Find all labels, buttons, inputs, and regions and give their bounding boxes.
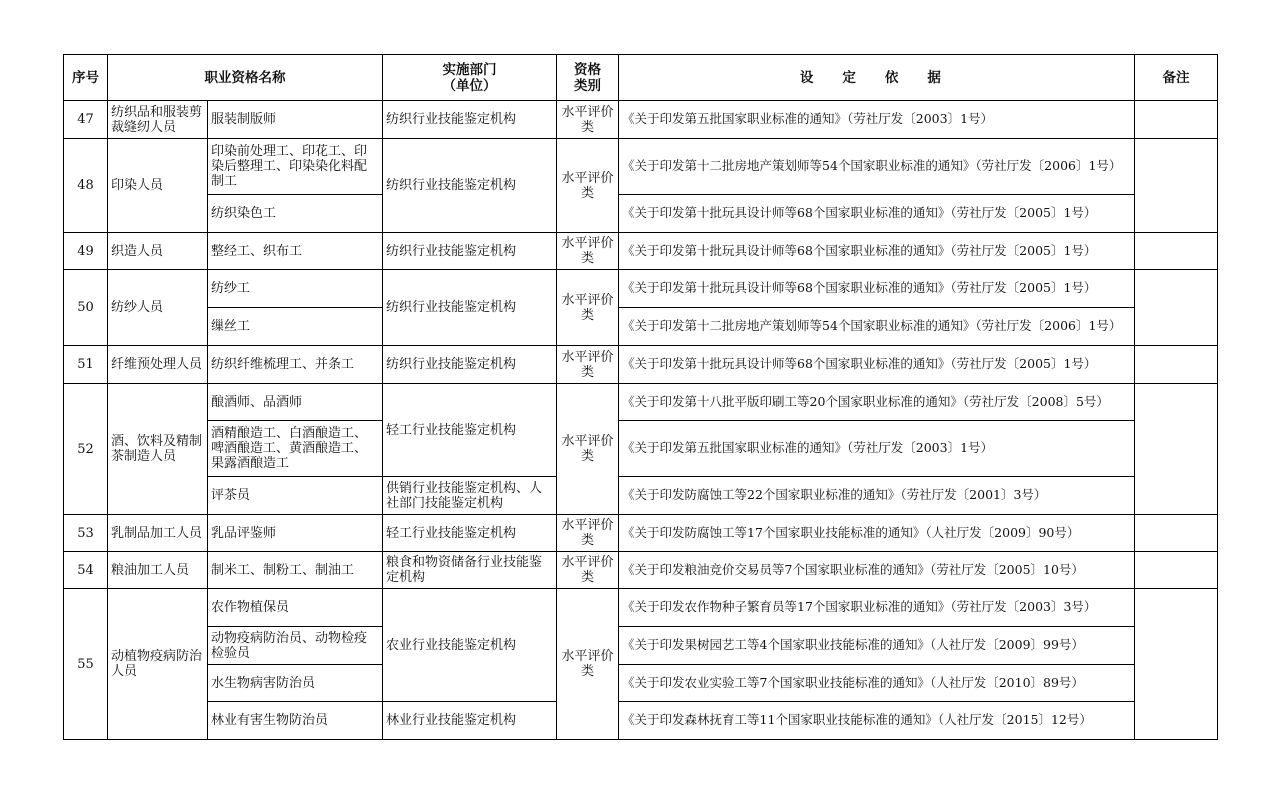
row-seq: 49 [64,233,108,270]
table-row [64,308,1218,346]
implementing-dept: 纺织行业技能鉴定机构 [383,101,557,139]
qualification-category: 水平评价类 [557,589,619,740]
implementing-dept: 轻工行业技能鉴定机构 [383,515,557,552]
header-seq: 序号 [64,55,108,101]
legal-basis: 《关于印发防腐蚀工等22个国家职业标准的通知》（劳社厅发〔2001〕3号） [619,477,1135,515]
occupation-group: 纺纱人员 [108,270,208,346]
table-row [64,233,1218,270]
table-row [64,665,1218,702]
qualification-title: 整经工、织布工 [208,233,383,270]
qualification-category: 水平评价类 [557,139,619,233]
qualification-title: 纺纱工 [208,270,383,308]
note-cell [1135,552,1218,589]
occupation-group: 纤维预处理人员 [108,346,208,384]
legal-basis: 《关于印发第五批国家职业标准的通知》（劳社厅发〔2003〕1号） [619,421,1135,477]
legal-basis: 《关于印发第十批玩具设计师等68个国家职业标准的通知》（劳社厅发〔2005〕1号） [619,195,1135,233]
implementing-dept: 纺织行业技能鉴定机构 [383,346,557,384]
table-row [64,627,1218,665]
note-cell [1135,233,1218,270]
implementing-dept: 粮食和物资储备行业技能鉴定机构 [383,552,557,589]
note-cell [1135,270,1218,346]
occupation-group: 动植物疫病防治人员 [108,589,208,740]
legal-basis: 《关于印发第十批玩具设计师等68个国家职业标准的通知》（劳社厅发〔2005〕1号） [619,270,1135,308]
table-row [64,384,1218,421]
qualification-category: 水平评价类 [557,233,619,270]
qualification-title: 动物疫病防治员、动物检疫检验员 [208,627,383,665]
qualification-title: 纺织纤维梳理工、并条工 [208,346,383,384]
table-row [64,270,1218,308]
header-note: 备注 [1135,55,1218,101]
table-row [64,101,1218,139]
table-row [64,477,1218,515]
note-cell [1135,384,1218,515]
occupation-group: 印染人员 [108,139,208,233]
occupation-group: 粮油加工人员 [108,552,208,589]
row-seq: 54 [64,552,108,589]
note-cell [1135,589,1218,740]
legal-basis: 《关于印发第十批玩具设计师等68个国家职业标准的通知》（劳社厅发〔2005〕1号） [619,233,1135,270]
legal-basis: 《关于印发第十批玩具设计师等68个国家职业标准的通知》（劳社厅发〔2005〕1号） [619,346,1135,384]
row-seq: 53 [64,515,108,552]
legal-basis: 《关于印发粮油竞价交易员等7个国家职业标准的通知》（劳社厅发〔2005〕10号） [619,552,1135,589]
occupation-group: 酒、饮料及精制茶制造人员 [108,384,208,515]
header-row [64,55,1218,101]
qualification-title: 林业有害生物防治员 [208,702,383,740]
table-row [64,515,1218,552]
row-seq: 52 [64,384,108,515]
legal-basis: 《关于印发第十八批平版印刷工等20个国家职业标准的通知》（劳社厅发〔2008〕5号） [619,384,1135,421]
implementing-dept: 纺织行业技能鉴定机构 [383,233,557,270]
legal-basis: 《关于印发防腐蚀工等17个国家职业技能标准的通知》（人社厅发〔2009〕90号） [619,515,1135,552]
occupation-group: 乳制品加工人员 [108,515,208,552]
legal-basis: 《关于印发第五批国家职业标准的通知》（劳社厅发〔2003〕1号） [619,101,1135,139]
implementing-dept: 纺织行业技能鉴定机构 [383,139,557,233]
qualification-title: 酿酒师、品酒师 [208,384,383,421]
qualification-title: 服装制版师 [208,101,383,139]
legal-basis: 《关于印发农业实验工等7个国家职业技能标准的通知》（人社厅发〔2010〕89号） [619,665,1135,702]
occupation-group: 织造人员 [108,233,208,270]
qualification-category: 水平评价类 [557,270,619,346]
qualification-category: 水平评价类 [557,552,619,589]
qualification-category: 水平评价类 [557,384,619,515]
header-category: 资格 类别 [557,55,619,101]
table-row [64,421,1218,477]
implementing-dept: 供销行业技能鉴定机构、人社部门技能鉴定机构 [383,477,557,515]
header-name: 职业资格名称 [108,55,383,101]
qualification-category: 水平评价类 [557,515,619,552]
qualification-title: 农作物植保员 [208,589,383,627]
qualification-category: 水平评价类 [557,101,619,139]
table-row [64,702,1218,740]
header-dept: 实施部门 （单位） [383,55,557,101]
qualification-title: 水生物病害防治员 [208,665,383,702]
occupation-qualification-table [63,54,1218,740]
table-row [64,552,1218,589]
note-cell [1135,101,1218,139]
row-seq: 55 [64,589,108,740]
legal-basis: 《关于印发第十二批房地产策划师等54个国家职业标准的通知》（劳社厅发〔2006〕1号） [619,308,1135,346]
row-seq: 48 [64,139,108,233]
note-cell [1135,346,1218,384]
row-seq: 51 [64,346,108,384]
note-cell [1135,139,1218,233]
table-row [64,139,1218,195]
implementing-dept: 纺织行业技能鉴定机构 [383,270,557,346]
table-row [64,589,1218,627]
qualification-title: 印染前处理工、印花工、印染后整理工、印染染化料配制工 [208,139,383,195]
implementing-dept: 林业行业技能鉴定机构 [383,702,557,740]
qualification-title: 缫丝工 [208,308,383,346]
legal-basis: 《关于印发农作物种子繁育员等17个国家职业标准的通知》（劳社厅发〔2003〕3号） [619,589,1135,627]
header-basis: 设 定 依 据 [619,55,1135,101]
qualification-title: 乳品评鉴师 [208,515,383,552]
row-seq: 47 [64,101,108,139]
table-row [64,346,1218,384]
qualification-title: 酒精酿造工、白酒酿造工、啤酒酿造工、黄酒酿造工、果露酒酿造工 [208,421,383,477]
qualification-title: 纺织染色工 [208,195,383,233]
qualification-title: 评茶员 [208,477,383,515]
table-row [64,195,1218,233]
note-cell [1135,515,1218,552]
legal-basis: 《关于印发果树园艺工等4个国家职业技能标准的通知》（人社厅发〔2009〕99号） [619,627,1135,665]
implementing-dept: 农业行业技能鉴定机构 [383,589,557,702]
legal-basis: 《关于印发第十二批房地产策划师等54个国家职业标准的通知》（劳社厅发〔2006〕1号） [619,139,1135,195]
legal-basis: 《关于印发森林抚育工等11个国家职业技能标准的通知》（人社厅发〔2015〕12号） [619,702,1135,740]
occupation-group: 纺织品和服装剪裁缝纫人员 [108,101,208,139]
implementing-dept: 轻工行业技能鉴定机构 [383,384,557,477]
row-seq: 50 [64,270,108,346]
qualification-category: 水平评价类 [557,346,619,384]
qualification-title: 制米工、制粉工、制油工 [208,552,383,589]
